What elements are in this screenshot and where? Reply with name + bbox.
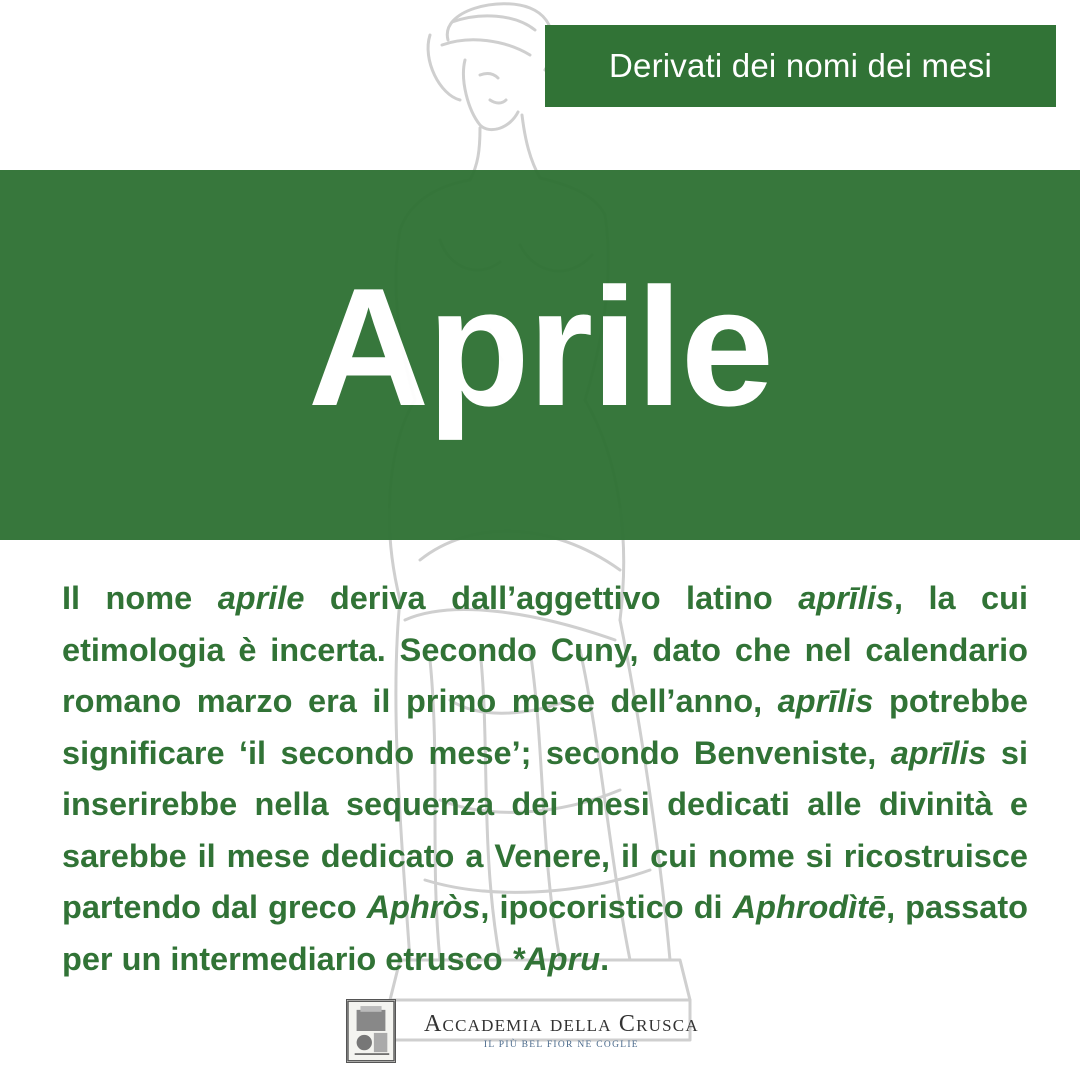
italic-term: aprīlis bbox=[798, 580, 894, 616]
italic-term: aprīlis bbox=[890, 734, 987, 771]
text-segment: , ipocoristico di bbox=[480, 889, 733, 925]
italic-term: aprīlis bbox=[777, 683, 874, 719]
text-segment: potrebbe significare ‘il secondo mese’; secondo Benveniste, bbox=[62, 683, 1028, 771]
accademia-logo bbox=[346, 998, 736, 1064]
logo-name: Accademia della Crusca bbox=[424, 1011, 699, 1038]
text-segment: si inserirebbe nella sequenza dei mesi dedicati alle divinità e sarebbe il mese dedicato a Venere, il cui nome si ricostruisce partendo dal greco bbox=[62, 734, 1028, 925]
text-segment: , passato per un intermediario etrusco bbox=[62, 889, 1028, 977]
etymology-paragraph bbox=[62, 573, 1028, 985]
italic-term: Aphrodìtē bbox=[732, 889, 887, 925]
text-segment: , la cui etimologia è incerta. Secondo Cuny, dato che nel calendario romano marzo era il primo mese dell’anno, bbox=[62, 580, 1028, 719]
logo-motto: IL PIÙ BEL FIOR NE COGLIE bbox=[483, 1039, 639, 1050]
category-tag bbox=[545, 25, 1056, 107]
italic-term: *Apru bbox=[511, 940, 601, 977]
title-banner bbox=[0, 170, 1080, 540]
text-segment: Il nome bbox=[62, 580, 218, 616]
crusca-emblem-icon bbox=[346, 999, 396, 1063]
category-tag-label: Derivati dei nomi dei mesi bbox=[608, 47, 992, 84]
text-segment: . bbox=[600, 940, 610, 977]
page-title: Aprile bbox=[307, 253, 773, 441]
italic-term: Aphròs bbox=[366, 889, 481, 925]
text-segment: deriva dall’aggettivo latino bbox=[304, 580, 799, 616]
italic-term: aprile bbox=[217, 580, 305, 616]
